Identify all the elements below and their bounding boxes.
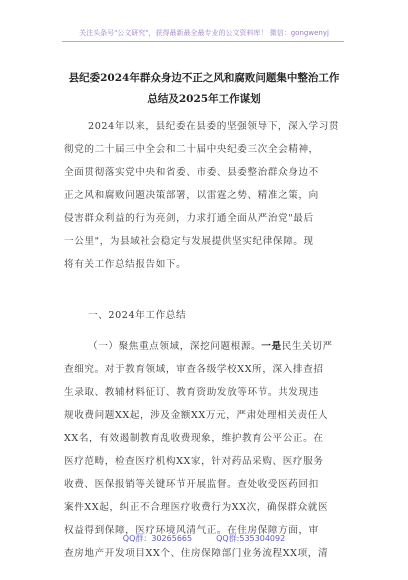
section-heading: 一、2024年工作总结: [88, 310, 187, 321]
intro-line: 将有关工作总结报告如下。: [64, 259, 187, 270]
intro-line: 2024年以来，县纪委在县委的坚强领导下，深入学习贯: [88, 121, 340, 132]
header-divider: [62, 41, 344, 42]
intro-line: 侵害群众利益的行为亮剑，力求打通全面从严治党"最后: [64, 213, 314, 224]
body-line: 案件XX起，纠正不合理医疗收费行为XX次，确保群众就医: [64, 502, 329, 513]
subsection-continuation: 民生关切严: [281, 341, 333, 352]
body-line: 查细究。对于教育领域，审查各级学校XX所，深入排查招: [64, 364, 324, 375]
intro-line: 彻党的二十届三中全会和二十届中央纪委三次全会精神，: [64, 144, 319, 155]
body-line: XX名，有效遏制教育乱收费现象，维护教育公平公正。在: [64, 433, 324, 444]
footer-contact: [0, 533, 408, 544]
footer-qq-group-2: QQ群:535304092: [216, 534, 286, 543]
subsection-heading-text: （一）聚焦重点领域，深挖问题根源。: [88, 341, 262, 352]
body-line: 收费、医保报销等关键环节开展监督。查处收受医药回扣: [64, 479, 319, 490]
emphasis-text: 一是: [261, 341, 282, 352]
body-line: 医疗范畴，检查医疗机构XX家，针对药品采购、医疗服务: [64, 456, 324, 467]
document-title-line-1: 县纪委2024年群众身边不正之风和腐败问题集中整治工作: [68, 72, 340, 84]
document-title-line-2: 总结及2025年工作谋划: [147, 93, 261, 105]
body-line: 规收费问题XX起，涉及金额XX万元，严肃处理相关责任人: [64, 410, 329, 421]
intro-line: 正之风和腐败问题决策部署，以雷霆之势、精准之策，向: [64, 190, 319, 201]
header-promo-note: 关注头条号"公文研究"，获得最新最全最专业的公文资料库！ 微信：gongwenyj: [79, 29, 329, 37]
subsection-first-line: [88, 340, 333, 354]
intro-line: 全面贯彻落实党中央和省委、市委、县委整治群众身边不: [64, 167, 319, 178]
intro-line: 一公里"，为县域社会稳定与发展提供坚实纪律保障。现: [64, 236, 314, 247]
footer-qq-group-1: QQ群：30265665: [122, 534, 193, 543]
body-line: 权益得到保障，医疗环境风清气正。在住房保障方面，审: [64, 525, 319, 536]
body-line: 查房地产开发项目XX个、住房保障部门业务流程XX项，清: [64, 548, 329, 559]
body-line: 生录取、教辅材料征订、教育资助发放等环节。共发现违: [64, 387, 319, 398]
